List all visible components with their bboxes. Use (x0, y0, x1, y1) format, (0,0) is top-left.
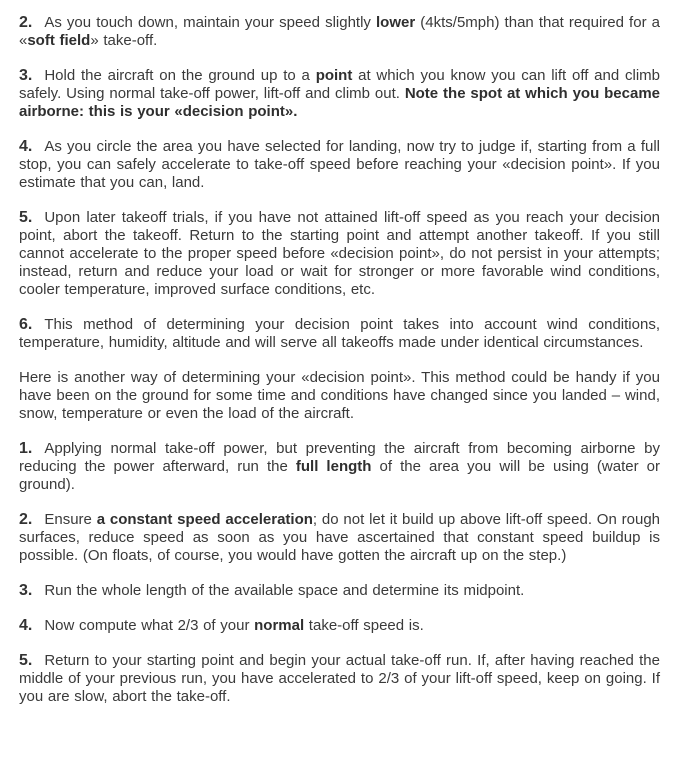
item-number: 4. (19, 138, 33, 155)
paragraph-2 (19, 14, 660, 50)
bold-text-run: a constant speed acceleration (96, 511, 313, 528)
item-number: 5. (19, 209, 33, 226)
bold-text-run: lower (376, 14, 416, 31)
text-run: Return to your starting point and begin your actual take-off run. If, after having reached the middle of your previous run, you have accelerated to 2/3 of your lift-off speed, keep on going. If you are slow, abort the take-off. (19, 652, 660, 705)
paragraph-3 (19, 67, 660, 121)
bold-text-run: full length (295, 458, 372, 475)
text-run: take-off speed is. (304, 617, 424, 634)
text-run: Now compute what 2/3 of your (44, 617, 255, 634)
text-run: As you touch down, maintain your speed slightly (44, 14, 377, 31)
item-number: 1. (19, 440, 33, 457)
text-run: at which you know you can lift off and climb safely. Using normal take-off power, lift-off and climb out. (19, 67, 660, 102)
item-number: 6. (19, 316, 33, 333)
item-number: 2. (19, 511, 33, 528)
text-run: ; do not let it build up above lift-off speed. On rough surfaces, reduce speed as soon as you have ascertained that constant speed buildup is possible. (On floats, of course, you would have gotten the aircraft up on the step.) (19, 511, 661, 564)
text-run: (4kts/5mph) than that required for a « (19, 14, 660, 49)
item-number: 4. (19, 617, 33, 634)
text-run: This method of determining your decision point takes into account wind conditions, temperature, humidity, altitude and will serve all takeoffs made under identical circumstances. (19, 316, 660, 351)
paragraph-4 (19, 138, 660, 192)
paragraph-5 (19, 209, 660, 299)
text-run: Hold the aircraft on the ground up to a (44, 67, 316, 84)
text-run: Applying normal take-off power, but preventing the aircraft from becoming airborne by reducing the power afterward, run the (19, 440, 660, 475)
bold-text-run: normal (254, 617, 305, 634)
paragraph-step-5 (19, 652, 660, 706)
text-run: of the area you will be using (water or ground). (19, 458, 660, 493)
paragraph-intro (19, 369, 660, 423)
paragraph-6 (19, 316, 660, 352)
paragraph-step-4 (19, 617, 660, 635)
bold-text-run: point (315, 67, 353, 84)
text-run: Upon later takeoff trials, if you have not attained lift-off speed as you reach your decision point, abort the takeoff. Return to the starting point and attempt another takeoff. If you still cannot accelerate to the proper speed before «decision point», do not persist in your attempts; instead, return and reduce your load or wait for stronger or more favorable wind conditions, cooler temperature, improved surface conditions, etc. (19, 209, 660, 298)
text-run: Run the whole length of the available space and determine its midpoint. (44, 582, 525, 599)
item-number: 2. (19, 14, 33, 31)
text-run: » take-off. (90, 32, 158, 49)
text-run: Here is another way of determining your «decision point». This method could be handy if you have been on the ground for some time and conditions have changed since you landed – wind, snow, temperature or even the load of the aircraft. (19, 369, 660, 422)
text-run: As you circle the area you have selected for landing, now try to judge if, starting from a full stop, you can safely accelerate to take-off speed before reaching your «decision point». If you estimate that you can, land. (19, 138, 660, 191)
bold-text-run: Note the spot at which you became airborne: this is your «decision point». (19, 85, 660, 120)
bold-text-run: soft field (27, 32, 91, 49)
item-number: 3. (19, 582, 33, 599)
item-number: 3. (19, 67, 33, 84)
paragraph-step-3 (19, 582, 660, 600)
text-run: Ensure (44, 511, 97, 528)
paragraph-step-1 (19, 440, 660, 494)
item-number: 5. (19, 652, 33, 669)
paragraph-step-2 (19, 511, 660, 565)
